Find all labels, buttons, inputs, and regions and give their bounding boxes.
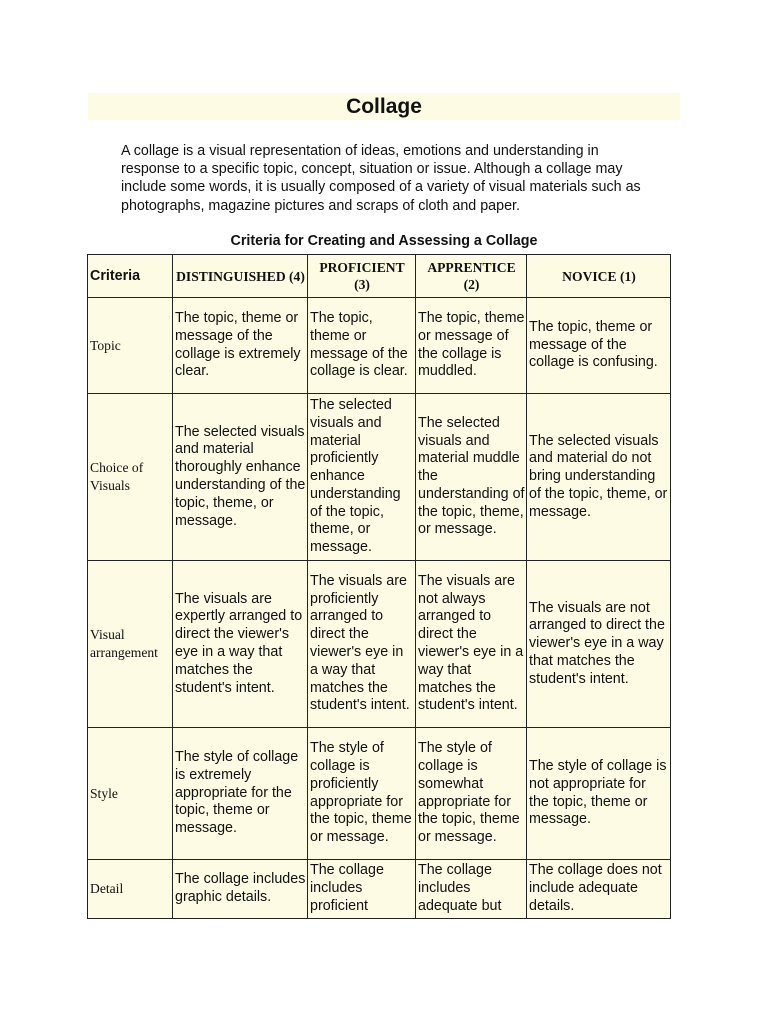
table-cell: The selected visuals and material thoroughly enhance understanding of the topic, theme, or message. xyxy=(173,394,308,561)
table-cell: The visuals are not always arranged to direct the viewer's eye in a way that matches the student's intent. xyxy=(416,561,527,728)
header-proficient: PROFICIENT (3) xyxy=(308,255,416,298)
table-cell: The topic, theme or message of the collage is confusing. xyxy=(527,298,671,394)
page-title: Collage xyxy=(88,93,680,120)
table-cell: The style of collage is extremely appropriate for the topic, theme or message. xyxy=(173,728,308,860)
table-cell: The visuals are expertly arranged to direct the viewer's eye in a way that matches the student's intent. xyxy=(173,561,308,728)
header-criteria: Criteria xyxy=(88,255,173,298)
row-label-choice-of-visuals: Choice of Visuals xyxy=(88,394,173,561)
table-row xyxy=(88,561,671,728)
table-cell: The style of collage is somewhat appropriate for the topic, theme or message. xyxy=(416,728,527,860)
header-distinguished: DISTINGUISHED (4) xyxy=(173,255,308,298)
table-cell: The style of collage is not appropriate for the topic, theme or message. xyxy=(527,728,671,860)
row-label-detail: Detail xyxy=(88,860,173,919)
row-label-style: Style xyxy=(88,728,173,860)
table-cell: The style of collage is proficiently appropriate for the topic, theme or message. xyxy=(308,728,416,860)
table-caption: Criteria for Creating and Assessing a Collage xyxy=(230,233,538,249)
table-cell: The topic, theme or message of the collage is muddled. xyxy=(416,298,527,394)
table-cell: The collage includes proficient xyxy=(308,860,416,919)
table-cell: The collage includes adequate but xyxy=(416,860,527,919)
rubric-table xyxy=(87,254,671,919)
table-row xyxy=(88,860,671,919)
table-cell: The selected visuals and material do not bring understanding of the topic, theme, or message. xyxy=(527,394,671,561)
row-label-topic: Topic xyxy=(88,298,173,394)
row-label-visual-arrangement: Visual arrangement xyxy=(88,561,173,728)
table-cell: The selected visuals and material muddle the understanding of the topic, theme, or message. xyxy=(416,394,527,561)
table-row xyxy=(88,728,671,860)
table-cell: The selected visuals and material proficiently enhance understanding of the topic, theme, or message. xyxy=(308,394,416,561)
table-header-row xyxy=(88,255,671,298)
table-cell: The collage includes graphic details. xyxy=(173,860,308,919)
table-cell: The topic, theme or message of the collage is clear. xyxy=(308,298,416,394)
intro-paragraph: A collage is a visual representation of ideas, emotions and understanding in response to a specific topic, concept, situation or issue. Although a collage may include some words, it is usually composed of a variety of visual materials such as photographs, magazine pictures and scraps of cloth and paper. xyxy=(121,143,641,214)
header-novice: NOVICE (1) xyxy=(527,255,671,298)
table-row xyxy=(88,394,671,561)
table-cell: The visuals are proficiently arranged to direct the viewer's eye in a way that matches the student's intent. xyxy=(308,561,416,728)
table-cell: The collage does not include adequate details. xyxy=(527,860,671,919)
table-cell: The visuals are not arranged to direct the viewer's eye in a way that matches the student's intent. xyxy=(527,561,671,728)
table-cell: The topic, theme or message of the collage is extremely clear. xyxy=(173,298,308,394)
header-apprentice: APPRENTICE (2) xyxy=(416,255,527,298)
table-row xyxy=(88,298,671,394)
